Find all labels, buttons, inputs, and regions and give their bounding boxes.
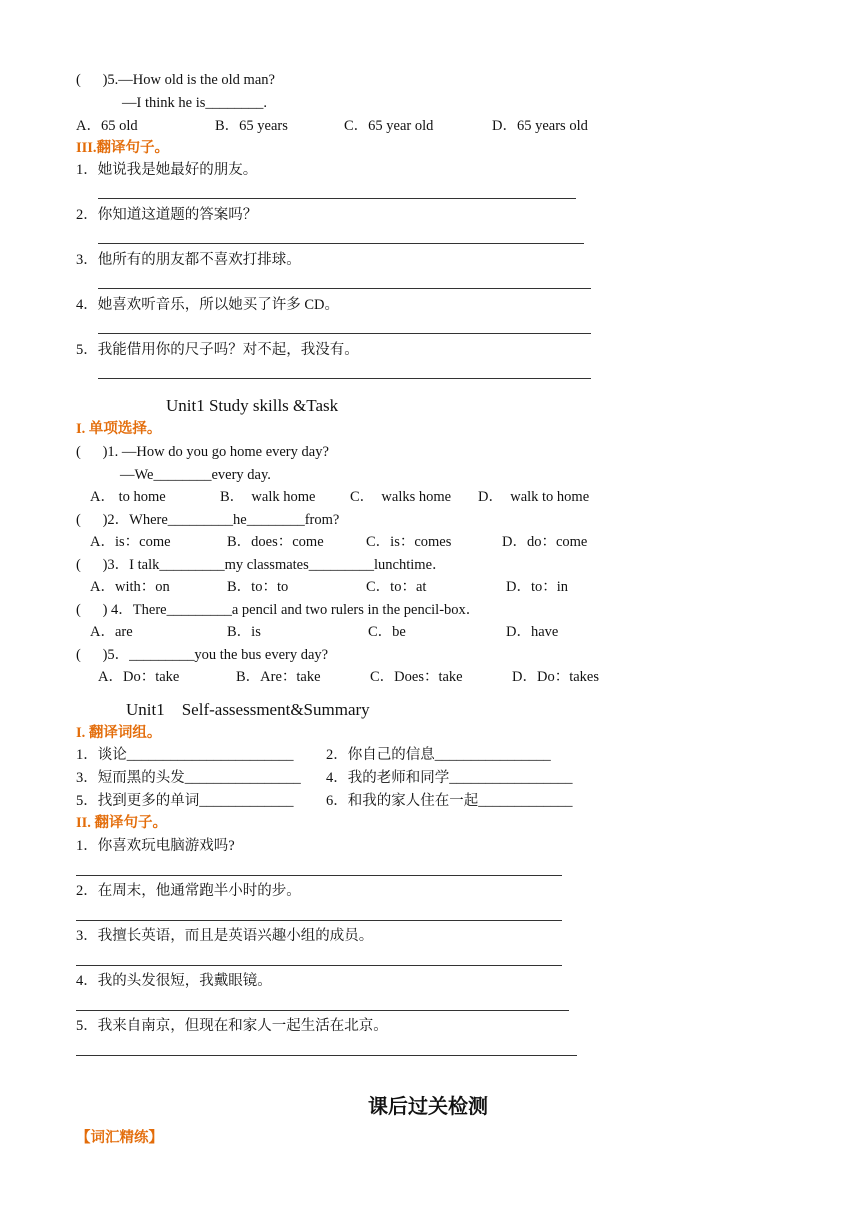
phrase-5: 5．找到更多的单词_____________ <box>76 793 294 809</box>
q5-option-b: B．Are：take <box>236 669 321 685</box>
q5-option-a: A．Do：take <box>98 669 180 685</box>
section-heading-translate: III.翻译句子。 <box>76 140 170 156</box>
section-heading-sentences: II. 翻译句子。 <box>76 815 168 831</box>
answer-line[interactable] <box>98 198 576 199</box>
question-5-stem: ( )5.—How old is the old man? <box>76 72 275 88</box>
sentence-5: 5．我来自南京，但现在和家人一起生活在北京。 <box>76 1018 388 1034</box>
phrase-4: 4．我的老师和同学_________________ <box>326 770 573 786</box>
phrase-3: 3．短而黑的头发________________ <box>76 770 301 786</box>
q4-option-c: C．be <box>368 624 406 640</box>
answer-line[interactable] <box>98 333 591 334</box>
translate-item-2: 2．你知道这道题的答案吗？ <box>76 207 258 223</box>
answer-line[interactable] <box>76 875 562 876</box>
question-4-stem: ( ) 4．There_________a pencil and two rulers in the pencil-box． <box>76 602 481 618</box>
q1-option-c: C． walks home <box>350 489 452 505</box>
question-5-stem-b: ( )5．_________you the bus every day? <box>76 647 329 663</box>
q1-option-b: B． walk home <box>220 489 316 505</box>
q2-option-b: B．does：come <box>227 534 324 550</box>
translate-item-3: 3．他所有的朋友都不喜欢打排球。 <box>76 252 301 268</box>
sentence-1: 1．你喜欢玩电脑游戏吗? <box>76 838 235 854</box>
option-b: B．65 years <box>215 118 288 134</box>
answer-line[interactable] <box>98 378 591 379</box>
q5-option-c: C．Does：take <box>370 669 463 685</box>
question-3-stem: ( )3．I talk_________my classmates_________lunchtime． <box>76 557 447 573</box>
question-2-stem: ( )2．Where_________he________from? <box>76 512 340 528</box>
answer-line[interactable] <box>98 243 584 244</box>
q3-option-d: D．to：in <box>506 579 569 595</box>
q1-option-d: D． walk to home <box>478 489 590 505</box>
q3-option-b: B．to：to <box>227 579 289 595</box>
q4-option-b: B．is <box>227 624 261 640</box>
answer-line[interactable] <box>76 920 562 921</box>
q3-option-c: C．to：at <box>366 579 427 595</box>
question-1-stem: ( )1. —How do you go home every day? <box>76 444 329 460</box>
phrase-2: 2．你自己的信息________________ <box>326 747 551 763</box>
section-title-after-class: 课后过关检测 <box>368 1094 488 1118</box>
phrase-1: 1．谈论_______________________ <box>76 747 294 763</box>
unit-title-self-assessment: Unit1 Self-assessment&Summary <box>126 700 370 719</box>
question-5-answer-line: —I think he is________. <box>122 95 267 111</box>
q3-option-a: A．with：on <box>90 579 170 595</box>
section-heading-phrases: I. 翻译词组。 <box>76 725 162 741</box>
phrase-6: 6．和我的家人住在一起_____________ <box>326 793 573 809</box>
translate-item-5: 5．我能借用你的尺子吗？对不起，我没有。 <box>76 342 359 358</box>
q5-option-d: D．Do：takes <box>512 669 599 685</box>
vocab-practice-label: 【词汇精练】 <box>76 1130 163 1146</box>
q2-option-c: C．is：comes <box>366 534 452 550</box>
answer-line[interactable] <box>98 288 591 289</box>
question-1-answer-line: —We________every day. <box>120 467 271 483</box>
sentence-3: 3．我擅长英语，而且是英语兴趣小组的成员。 <box>76 928 374 944</box>
sentence-4: 4．我的头发很短，我戴眼镜。 <box>76 973 272 989</box>
q2-option-d: D．do：come <box>502 534 588 550</box>
answer-line[interactable] <box>76 965 562 966</box>
sentence-2: 2．在周末，他通常跑半小时的步。 <box>76 883 301 899</box>
translate-item-1: 1．她说我是她最好的朋友。 <box>76 162 258 178</box>
option-a: A．65 old <box>76 118 138 134</box>
option-c: C．65 year old <box>344 118 434 134</box>
option-d: D．65 years old <box>492 118 588 134</box>
answer-line[interactable] <box>76 1055 577 1056</box>
section-heading-choice: I. 单项选择。 <box>76 421 162 437</box>
q4-option-a: A．are <box>90 624 133 640</box>
q1-option-a: A． to home <box>90 489 166 505</box>
translate-item-4: 4．她喜欢听音乐，所以她买了许多 CD。 <box>76 297 340 313</box>
q2-option-a: A．is：come <box>90 534 171 550</box>
unit-title-study-skills: Unit1 Study skills &Task <box>166 396 339 415</box>
answer-line[interactable] <box>76 1010 569 1011</box>
q4-option-d: D．have <box>506 624 559 640</box>
